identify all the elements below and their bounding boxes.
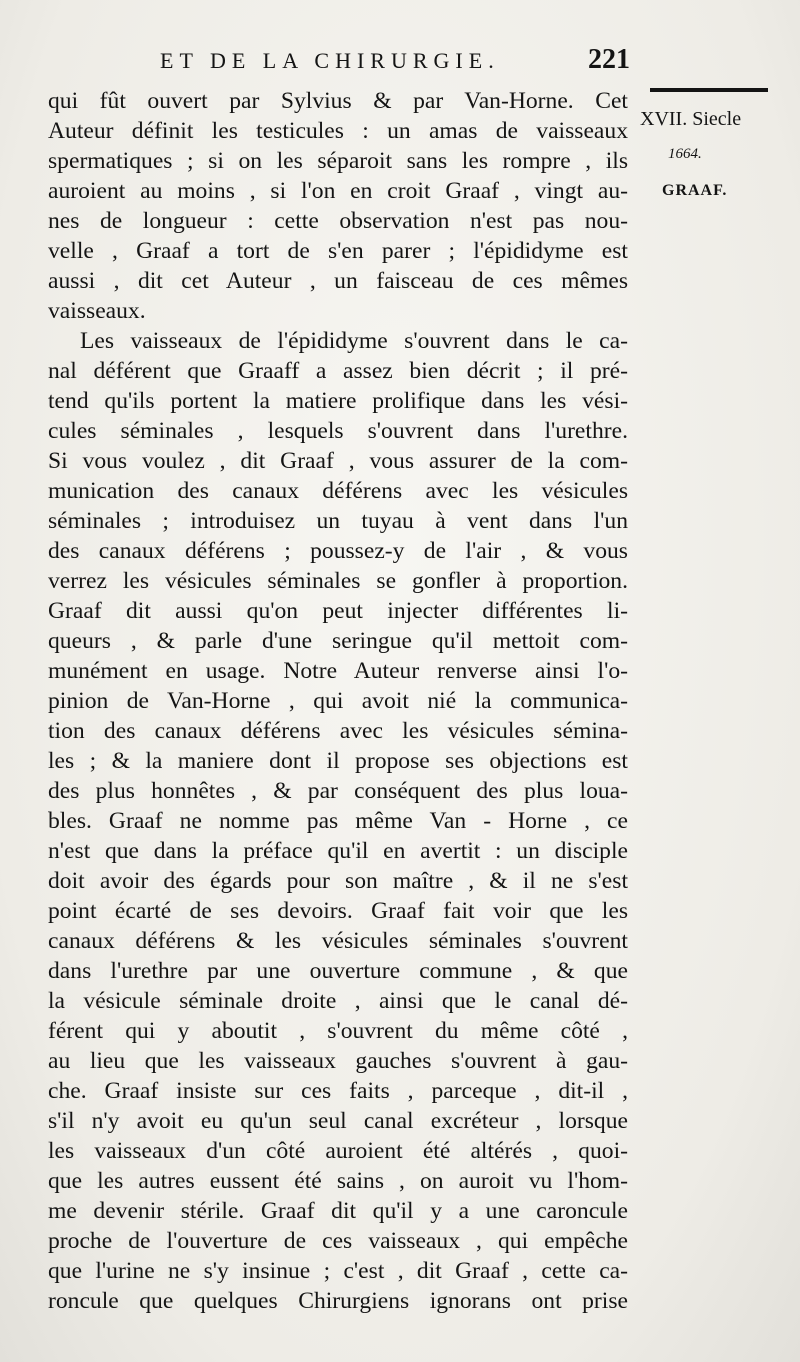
text-line: queurs , & parle d'une seringue qu'il mettoit com- (48, 628, 628, 654)
text-line: velle , Graaf a tort de s'en parer ; l'épididyme est (48, 238, 628, 264)
text-line: s'il n'y avoit eu qu'un seul canal excréteur , lorsque (48, 1108, 628, 1134)
text-line: des plus honnêtes , & par conséquent des plus loua- (48, 778, 628, 804)
text-line: me devenir stérile. Graaf dit qu'il y a une caroncule (48, 1198, 628, 1224)
text-line: che. Graaf insiste sur ces faits , parceque , dit-il , (48, 1078, 628, 1104)
text-line: aussi , dit cet Auteur , un faisceau de ces mêmes (48, 268, 628, 294)
text-line: que les autres eussent été sains , on auroit vu l'hom- (48, 1168, 628, 1194)
text-line: Auteur définit les testicules : un amas de vaisseaux (48, 118, 628, 144)
running-title: ET DE LA CHIRURGIE. (160, 48, 500, 73)
page-header (160, 44, 630, 84)
text-line: que l'urine ne s'y insinue ; c'est , dit Graaf , cette ca- (48, 1258, 628, 1284)
text-line: munément en usage. Notre Auteur renverse ainsi l'o- (48, 658, 628, 684)
text-line: pinion de Van-Horne , qui avoit nié la communica- (48, 688, 628, 714)
text-line: les vaisseaux d'un côté auroient été altérés , quoi- (48, 1138, 628, 1164)
text-line: roncule que quelques Chirurgiens ignorans ont prise (48, 1288, 628, 1314)
text-line: canaux déférens & les vésicules séminales s'ouvrent (48, 928, 628, 954)
text-line: bles. Graaf ne nomme pas même Van - Horne , ce (48, 808, 628, 834)
text-line: tend qu'ils portent la matiere prolifique dans les vési- (48, 388, 628, 414)
text-line: n'est que dans la préface qu'il en avertit : un disciple (48, 838, 628, 864)
margin-century: XVII. Siecle (640, 108, 742, 130)
text-line: Si vous voulez , dit Graaf , vous assurer de la com- (48, 448, 628, 474)
text-line: au lieu que les vaisseaux gauches s'ouvrent à gau- (48, 1048, 628, 1074)
page-number: 221 (588, 44, 630, 75)
text-line: Graaf dit aussi qu'on peut injecter différentes li- (48, 598, 628, 624)
text-line: nal déférent que Graaff a assez bien décrit ; il pré- (48, 358, 628, 384)
margin-name: GRAAF. (662, 182, 728, 199)
text-line: tion des canaux déférens avec les vésicules sémina- (48, 718, 628, 744)
text-line: spermatiques ; si on les séparoit sans les rompre , ils (48, 148, 628, 174)
text-line: point écarté de ses devoirs. Graaf fait voir que les (48, 898, 628, 924)
margin-year: 1664. (668, 146, 702, 162)
text-line: qui fût ouvert par Sylvius & par Van-Horne. Cet (48, 88, 628, 114)
text-line: verrez les vésicules séminales se gonfler à proportion. (48, 568, 628, 594)
text-line: séminales ; introduisez un tuyau à vent dans l'un (48, 508, 628, 534)
text-line: la vésicule séminale droite , ainsi que le canal dé- (48, 988, 628, 1014)
text-line: nes de longueur : cette observation n'est pas nou- (48, 208, 628, 234)
text-line: vaisseaux. (48, 298, 146, 324)
text-line: des canaux déférens ; poussez-y de l'air , & vous (48, 538, 628, 564)
text-line: Les vaisseaux de l'épididyme s'ouvrent dans le ca- (80, 328, 628, 354)
text-line: auroient au moins , si l'on en croit Graaf , vingt au- (48, 178, 628, 204)
text-line: férent qui y aboutit , s'ouvrent du même côté , (48, 1018, 628, 1044)
text-line: les ; & la maniere dont il propose ses objections est (48, 748, 628, 774)
text-line: proche de l'ouverture de ces vaisseaux , qui empêche (48, 1228, 628, 1254)
text-line: cules séminales , lesquels s'ouvrent dans l'urethre. (48, 418, 628, 444)
text-line: dans l'urethre par une ouverture commune , & que (48, 958, 628, 984)
text-line: doit avoir des égards pour son maître , & il ne s'est (48, 868, 628, 894)
text-line: munication des canaux déférens avec les vésicules (48, 478, 628, 504)
margin-rule (650, 88, 768, 92)
